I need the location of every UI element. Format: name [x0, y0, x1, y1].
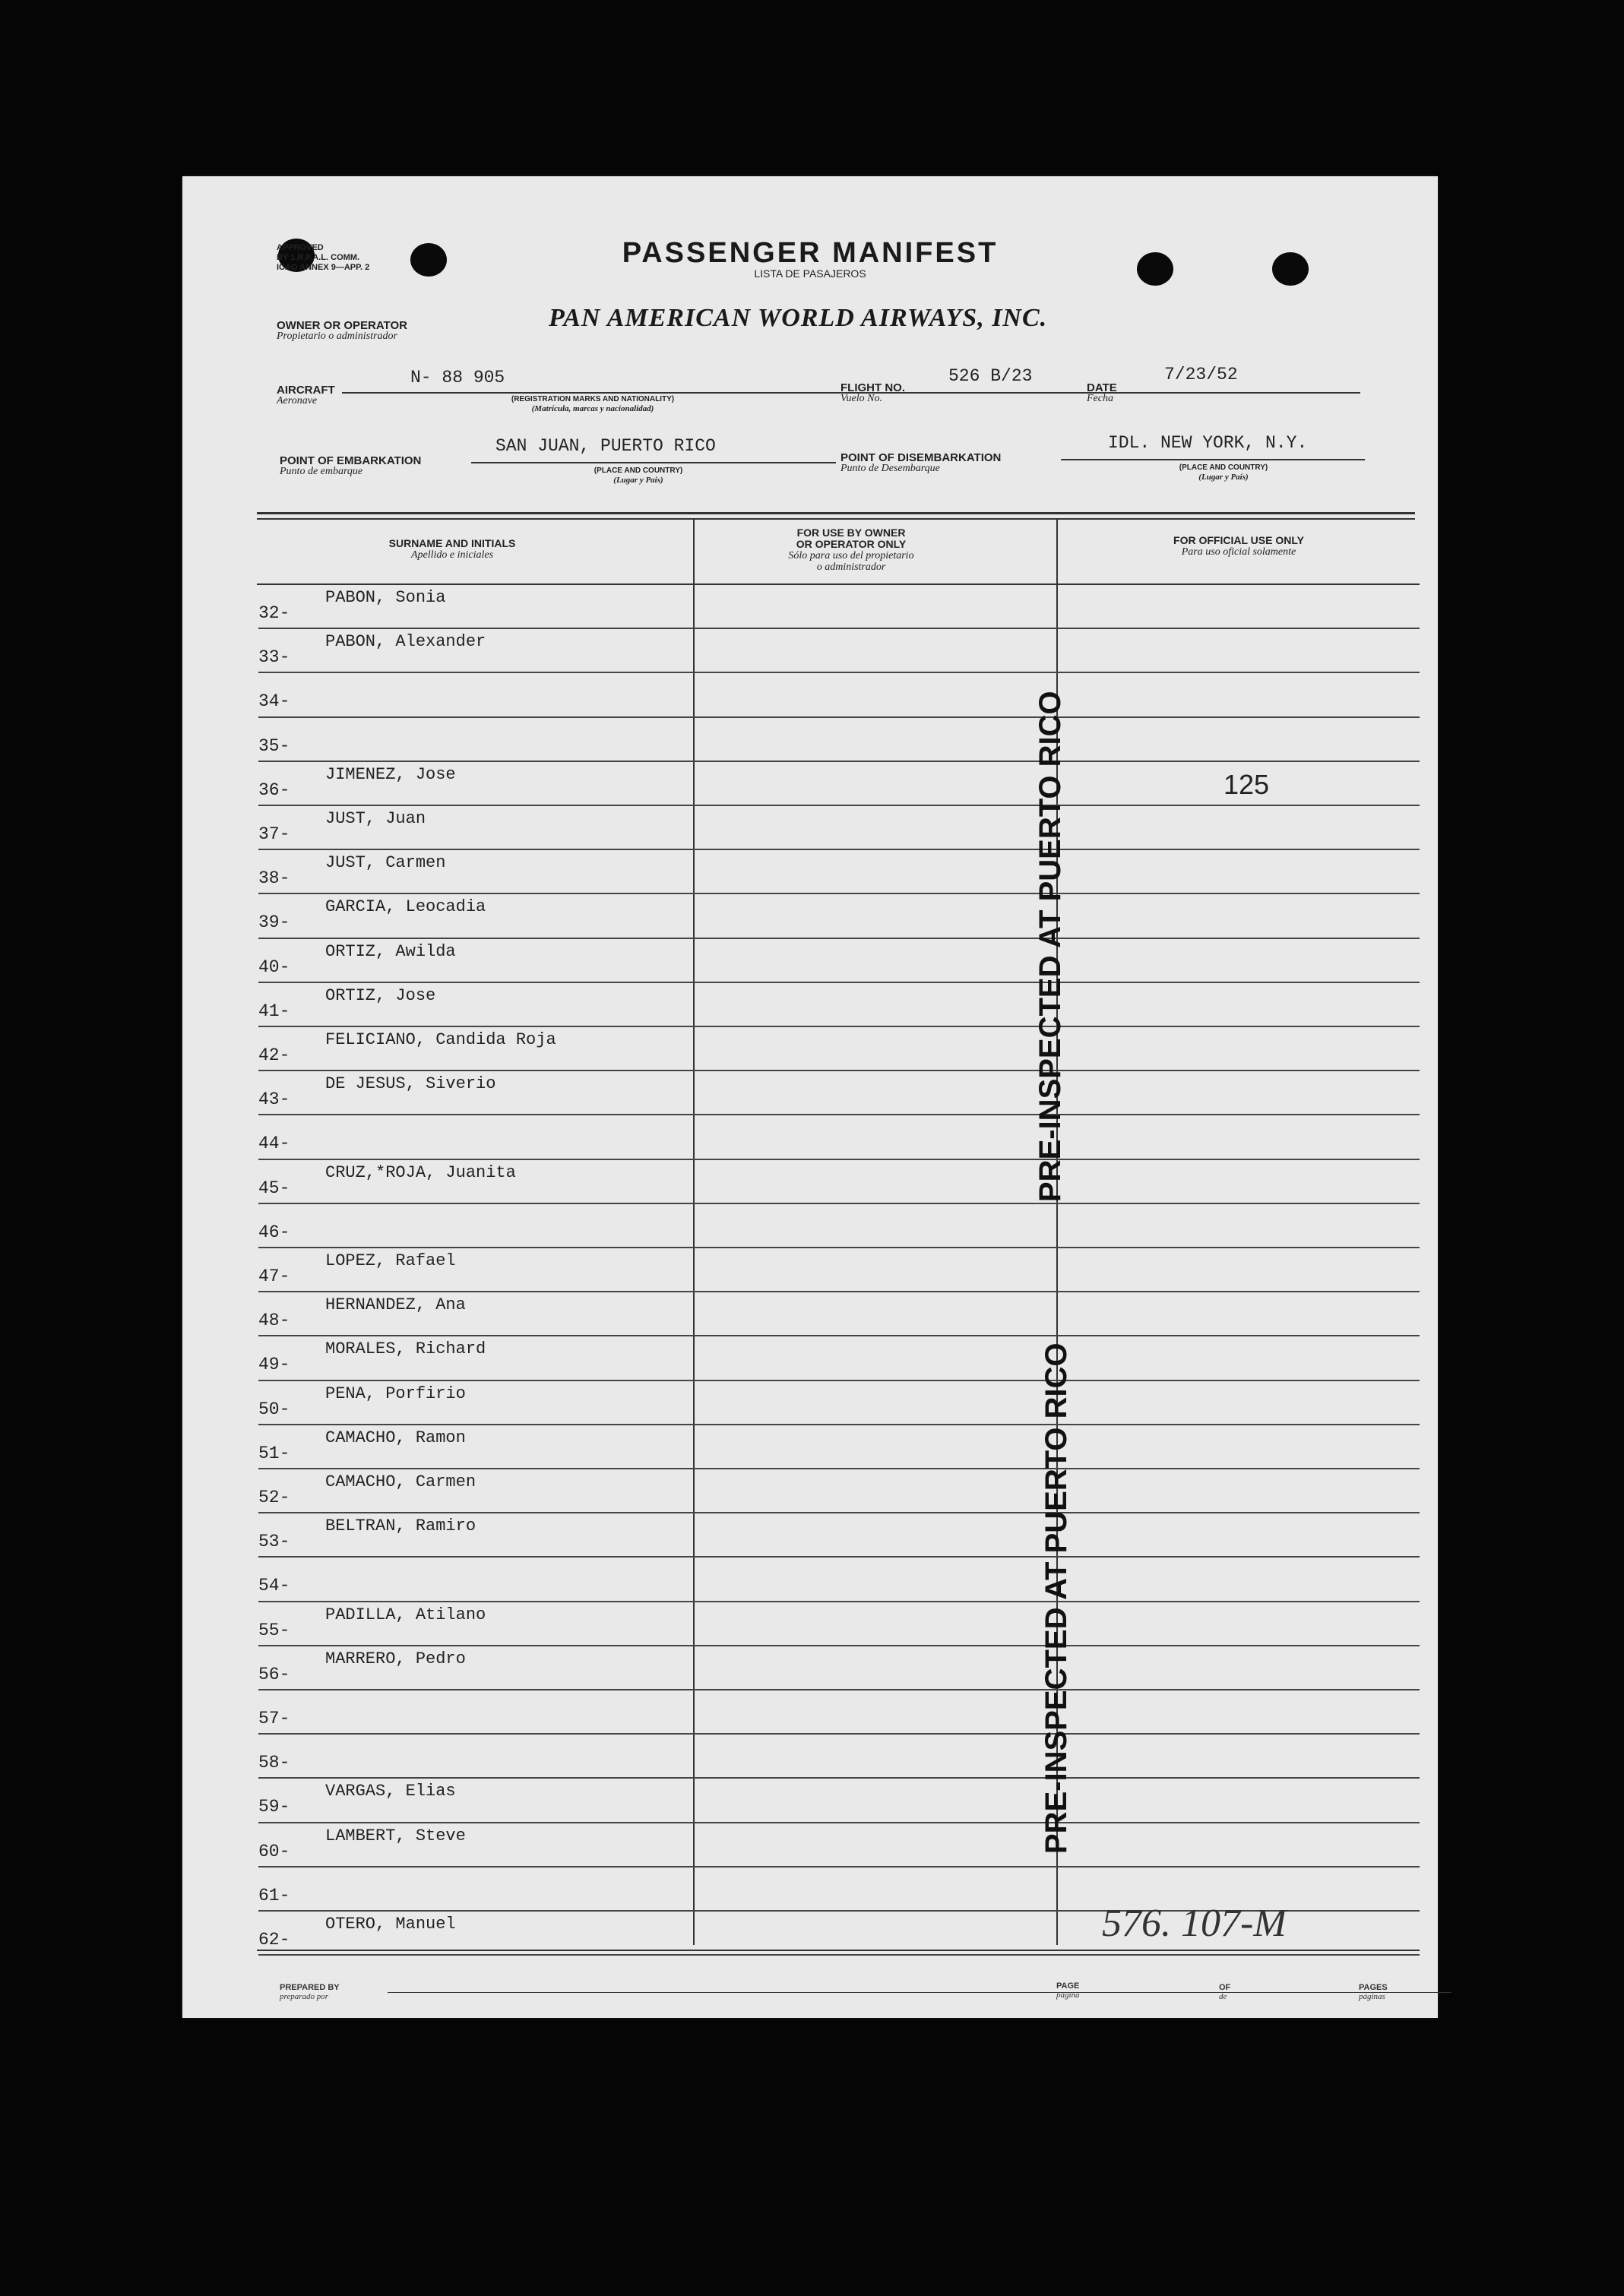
passenger-name: CRUZ,*ROJA, Juanita — [325, 1162, 516, 1182]
table-row — [258, 1735, 1420, 1779]
column-header-surname: SURNAME AND INITIALS Apellido e iniciales — [388, 537, 516, 561]
table-row — [258, 1646, 1420, 1690]
passenger-name: JUST, Juan — [325, 809, 426, 828]
row-number: 39- — [258, 912, 290, 933]
table-row — [258, 1248, 1420, 1292]
table-row — [258, 1160, 1420, 1204]
table-row — [258, 1558, 1420, 1602]
table-top-rule — [257, 512, 1415, 514]
row-number: 37- — [258, 824, 290, 844]
row-number: 49- — [258, 1355, 290, 1375]
aircraft-label: AIRCRAFT Aeronave — [277, 384, 335, 406]
row-number: 58- — [258, 1753, 290, 1773]
official-mark: 125 — [1224, 769, 1270, 800]
table-row — [258, 1425, 1420, 1469]
table-row — [258, 1027, 1420, 1071]
footer-of: OF de — [1219, 1983, 1231, 2001]
row-number: 62- — [258, 1930, 290, 1950]
row-number: 50- — [258, 1399, 290, 1419]
page-subtitle: LISTA DE PASAJEROS — [754, 267, 866, 280]
row-number: 48- — [258, 1311, 290, 1331]
table-row — [258, 1115, 1420, 1159]
table-row — [258, 1204, 1420, 1248]
disembarkation-value: IDL. NEW YORK, N.Y. — [1108, 433, 1308, 453]
passenger-name: ORTIZ, Awilda — [325, 941, 456, 961]
handwritten-total: 576. 107-M — [1102, 1902, 1287, 1945]
row-number: 46- — [258, 1222, 290, 1242]
table-row — [258, 806, 1420, 850]
footer-pages: PAGES páginas — [1359, 1983, 1388, 2001]
passenger-name: PABON, Sonia — [325, 588, 446, 607]
aircraft-underline — [342, 392, 1117, 394]
form-annex: ICAO ANNEX 9—APP. 2 — [277, 263, 370, 272]
passenger-name: CAMACHO, Ramon — [325, 1428, 466, 1447]
row-number: 32- — [258, 603, 290, 623]
table-row — [258, 1071, 1420, 1115]
row-number: 59- — [258, 1797, 290, 1817]
row-number: 52- — [258, 1488, 290, 1507]
form-approved: APPROVED — [277, 243, 324, 252]
passenger-name: LAMBERT, Steve — [325, 1826, 466, 1845]
row-number: 54- — [258, 1576, 290, 1596]
table-top-rule — [257, 518, 1415, 520]
table-row — [258, 585, 1420, 629]
row-number: 53- — [258, 1532, 290, 1552]
owner-value: PAN AMERICAN WORLD AIRWAYS, INC. — [549, 304, 1048, 332]
column-header-owner-use: FOR USE BY OWNER OR OPERATOR ONLY Sólo para uso del propietario o administrador — [788, 527, 914, 573]
row-number: 33- — [258, 647, 290, 668]
table-row — [258, 1381, 1420, 1425]
table-row — [258, 1469, 1420, 1513]
passenger-name: OTERO, Manuel — [325, 1915, 456, 1934]
flight-value: 526 B/23 — [948, 366, 1033, 386]
embarkation-underline — [471, 462, 836, 463]
passenger-name: JUST, Carmen — [325, 853, 446, 873]
row-number: 57- — [258, 1709, 290, 1728]
table-row — [258, 983, 1420, 1027]
owner-label: OWNER OR OPERATOR Propietario o administrador — [277, 319, 407, 342]
flight-label: FLIGHT NO. Vuelo No. — [840, 381, 905, 404]
row-number: 40- — [258, 957, 290, 977]
row-number: 42- — [258, 1045, 290, 1065]
date-value: 7/23/52 — [1164, 365, 1238, 384]
passenger-name: PADILLA, Atilano — [325, 1605, 486, 1624]
footer-rule — [257, 1950, 1420, 1951]
table-row — [258, 718, 1420, 762]
disembarkation-label: POINT OF DISEMBARKATION Punto de Desembarque — [840, 451, 1002, 474]
passenger-name: PABON, Alexander — [325, 632, 486, 652]
row-number: 38- — [258, 868, 290, 889]
date-underline — [1117, 392, 1360, 394]
table-row — [258, 850, 1420, 894]
passenger-name: VARGAS, Elias — [325, 1782, 456, 1801]
passenger-name: PENA, Porfirio — [325, 1384, 466, 1403]
embarkation-caption: (PLACE AND COUNTRY) (Lugar y País) — [594, 466, 683, 485]
passenger-name: LOPEZ, Rafael — [325, 1251, 456, 1270]
table-row — [258, 939, 1420, 983]
table-row — [258, 1690, 1420, 1735]
row-number: 61- — [258, 1885, 290, 1905]
row-number: 51- — [258, 1443, 290, 1463]
row-number: 44- — [258, 1134, 290, 1154]
date-label: DATE Fecha — [1087, 381, 1117, 404]
row-number: 45- — [258, 1178, 290, 1198]
footer-page: PAGE página — [1056, 1981, 1080, 2000]
pre-inspected-stamp: PRE-INSPECTED AT PUERTO RICO — [1040, 1342, 1073, 1854]
row-number: 41- — [258, 1001, 290, 1021]
passenger-name: HERNANDEZ, Ana — [325, 1295, 466, 1315]
manifest-sheet — [182, 176, 1438, 2018]
table-row — [258, 629, 1420, 673]
table-row — [258, 894, 1420, 938]
form-ref: BY 1.R.P.A.L. COMM. — [277, 253, 360, 262]
passenger-name: BELTRAN, Ramiro — [325, 1516, 476, 1536]
row-number: 34- — [258, 691, 290, 712]
disembarkation-caption: (PLACE AND COUNTRY) (Lugar y País) — [1179, 463, 1268, 482]
passenger-name: MARRERO, Pedro — [325, 1649, 466, 1668]
aircraft-value: N- 88 905 — [410, 368, 505, 387]
table-row — [258, 1292, 1420, 1336]
pre-inspected-stamp: PRE-INSPECTED AT PUERTO RICO — [1034, 691, 1067, 1202]
table-row — [258, 1336, 1420, 1380]
passenger-name: GARCIA, Leocadia — [325, 897, 486, 917]
row-number: 36- — [258, 780, 290, 800]
disembarkation-underline — [1061, 459, 1365, 460]
row-number: 43- — [258, 1089, 290, 1110]
embarkation-value: SAN JUAN, PUERTO RICO — [495, 436, 716, 456]
passenger-name: ORTIZ, Jose — [325, 985, 436, 1005]
aircraft-caption: (REGISTRATION MARKS AND NATIONALITY) (Matrícula, marcas y nacionalidad) — [511, 395, 675, 413]
table-row — [258, 1513, 1420, 1558]
passenger-name: FELICIANO, Candida Roja — [325, 1030, 556, 1049]
table-row — [258, 673, 1420, 717]
row-number: 60- — [258, 1841, 290, 1861]
row-number: 35- — [258, 735, 290, 756]
prepared-by-line — [388, 1992, 1451, 1993]
passenger-name: MORALES, Richard — [325, 1339, 486, 1359]
table-row — [258, 1602, 1420, 1646]
table-row — [258, 1823, 1420, 1867]
footer-prepared-by: PREPARED BY preparado por — [280, 1983, 340, 2001]
table-row — [258, 1779, 1420, 1823]
column-header-official: FOR OFFICIAL USE ONLY Para uso oficial solamente — [1173, 534, 1304, 558]
passenger-name: JIMENEZ, Jose — [325, 764, 456, 784]
passenger-name: DE JESUS, Siverio — [325, 1074, 496, 1094]
row-number: 47- — [258, 1267, 290, 1286]
passenger-name: CAMACHO, Carmen — [325, 1472, 476, 1491]
row-number: 55- — [258, 1620, 290, 1640]
page-title: PASSENGER MANIFEST — [622, 237, 999, 269]
embarkation-label: POINT OF EMBARKATION Punto de embarque — [280, 454, 422, 477]
row-number: 56- — [258, 1664, 290, 1684]
